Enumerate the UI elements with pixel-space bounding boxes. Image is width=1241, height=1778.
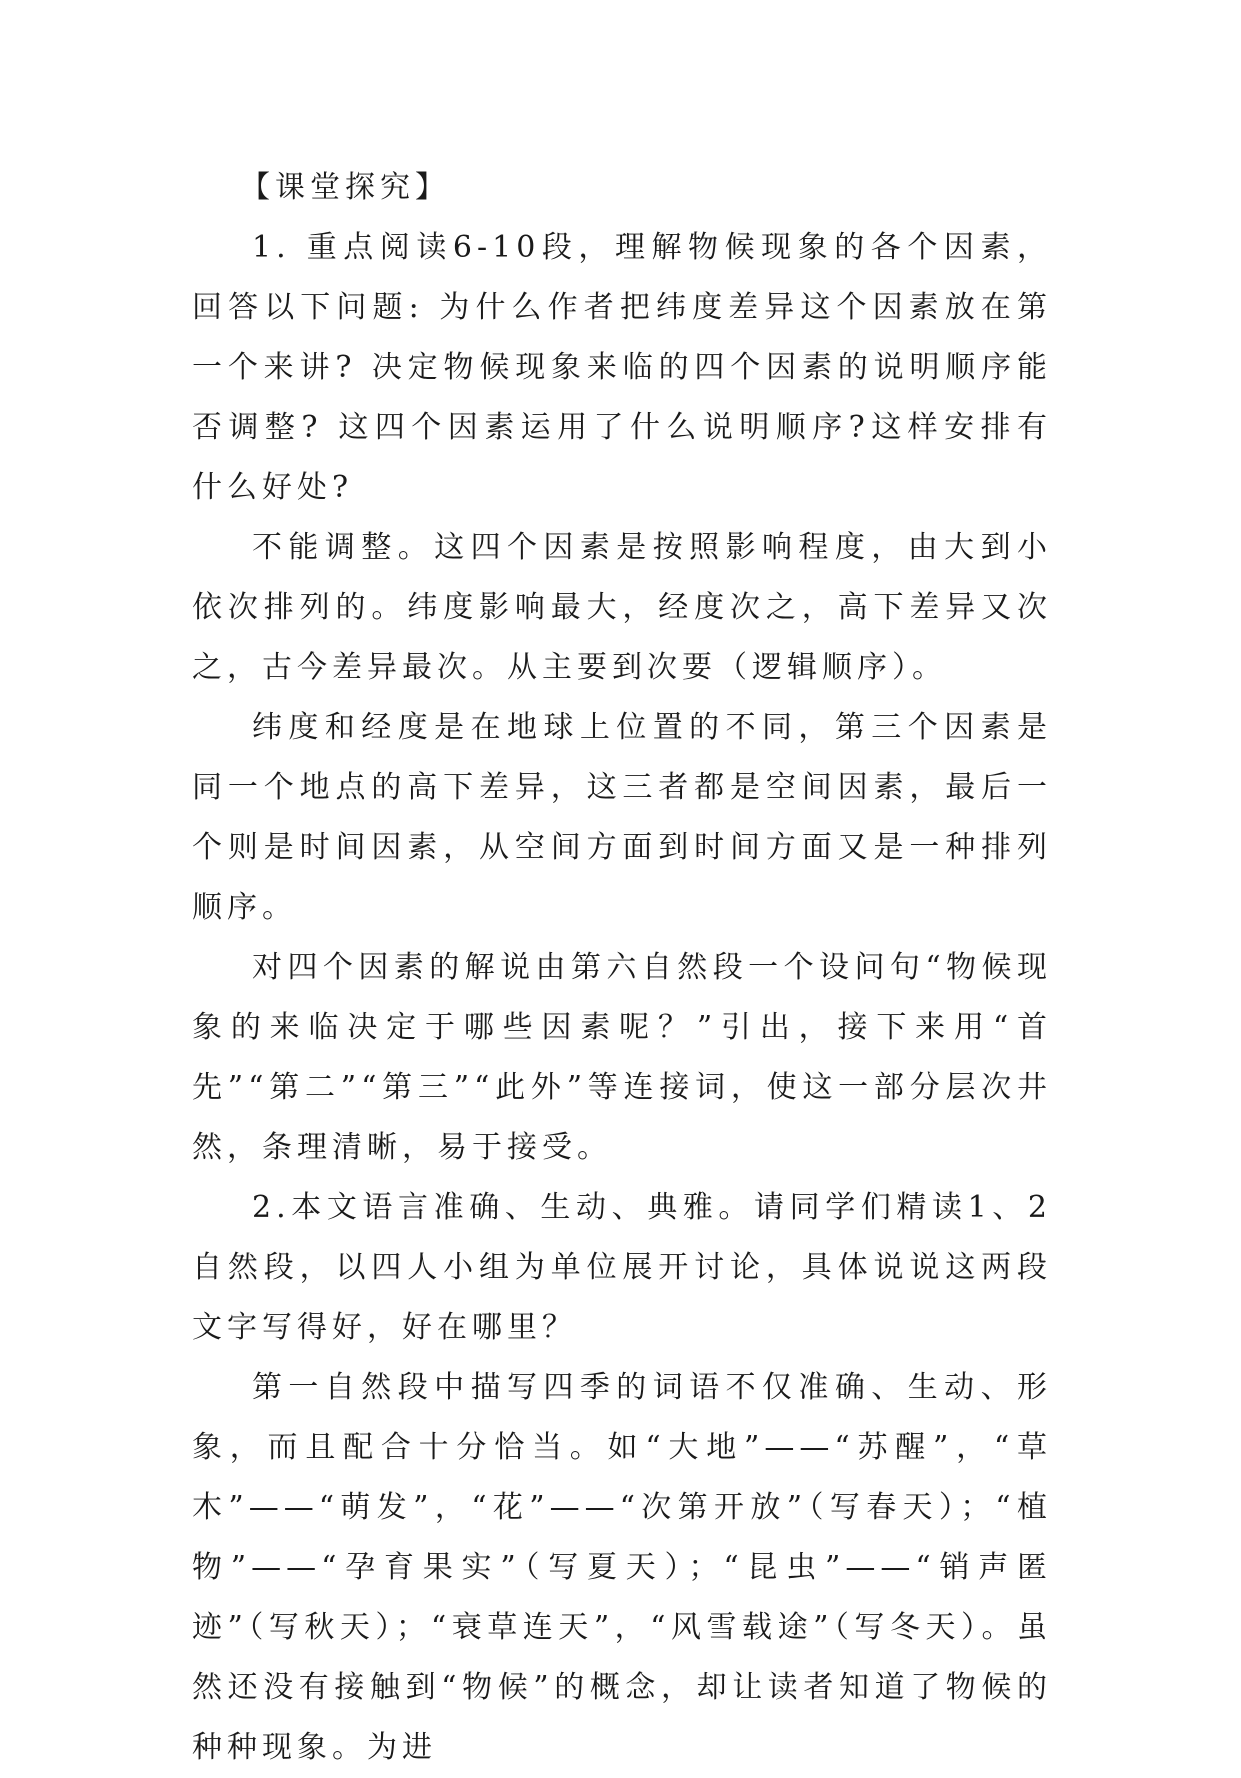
document-body xyxy=(192,158,1052,1778)
answer-order-paragraph: 不能调整。这四个因素是按照影响程度，由大到小依次排列的。纬度影响最大，经度次之，高下差异又次之，古今差异最次。从主要到次要（逻辑顺序）。 xyxy=(192,530,1052,685)
question-2-paragraph: 2.本文语言准确、生动、典雅。请同学们精读1、2自然段，以四人小组为单位展开讨论，具体说说这两段文字写得好，好在哪里？ xyxy=(192,1190,1052,1345)
space-time-paragraph: 纬度和经度是在地球上位置的不同，第三个因素是同一个地点的高下差异，这三者都是空间因素，最后一个则是时间因素，从空间方面到时间方面又是一种排列顺序。 xyxy=(192,710,1052,925)
question-1-paragraph: 1. 重点阅读6-10段，理解物候现象的各个因素，回答以下问题: 为什么作者把纬度差异这个因素放在第一个来讲? 决定物候现象来临的四个因素的说明顺序能否调整? 这四个因素运用了什么说明顺序?这样安排有什么好处? xyxy=(192,230,1052,505)
section-heading: 【课堂探究】 xyxy=(240,170,450,205)
language-analysis-paragraph: 第一自然段中描写四季的词语不仅准确、生动、形象，而且配合十分恰当。如“大地”——“苏醒”，“草木”——“萌发”，“花”——“次第开放”（写春天）；“植物”——“孕育果实”（写夏天）；“昆虫”——“销声匿迹”（写秋天）；“衰草连天”，“风雪载途”（写冬天）。虽然还没有接触到“物候”的概念，却让读者知道了物候的种种现象。为进 xyxy=(192,1370,1052,1765)
connectives-paragraph: 对四个因素的解说由第六自然段一个设问句“物候现象的来临决定于哪些因素呢？”引出，接下来用“首先”“第二”“第三”“此外”等连接词，使这一部分层次井然，条理清晰，易于接受。 xyxy=(192,950,1052,1165)
